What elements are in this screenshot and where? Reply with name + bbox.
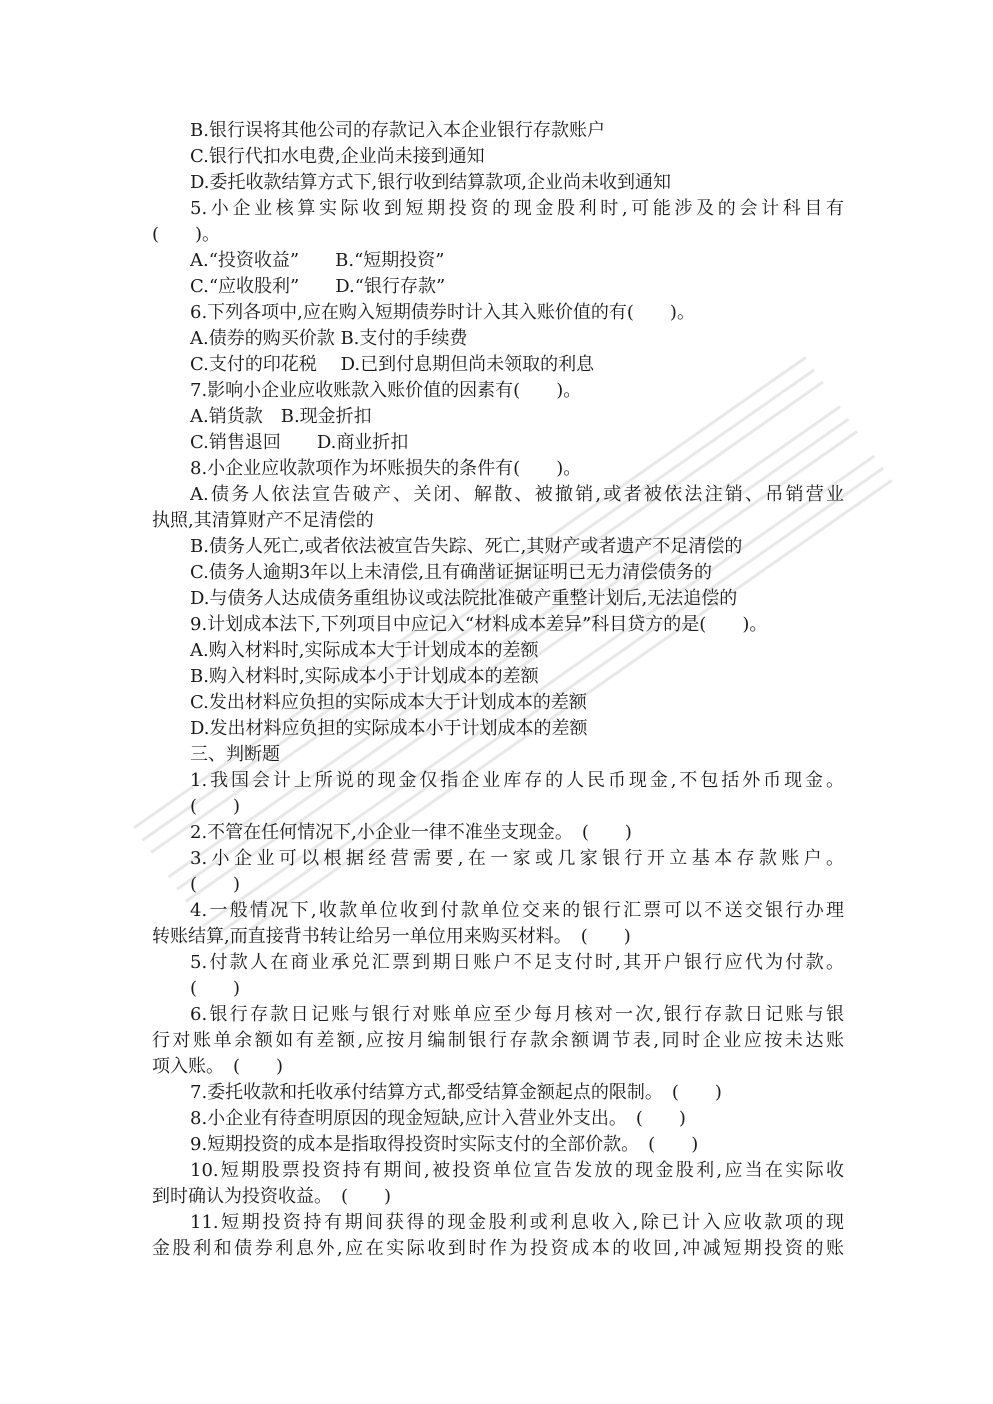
judgment-8: 8.小企业有待查明原因的现金短缺,应计入营业外支出。 ( ) xyxy=(190,1108,686,1129)
options-cd-q6: C.支付的印花税 D.已到付息期但尚未领取的利息 xyxy=(190,354,595,375)
question-7: 7.影响小企业应收账款入账价值的因素有( )。 xyxy=(190,380,582,401)
option-d-q4: D.委托收款结算方式下,银行收到结算款项,企业尚未收到通知 xyxy=(190,172,671,193)
option-c-q4: C.银行代扣水电费,企业尚未接到通知 xyxy=(190,146,485,167)
option-b-q9: B.购入材料时,实际成本小于计划成本的差额 xyxy=(190,666,539,687)
judgment-3-cont: ( ) xyxy=(190,874,241,895)
question-5-cont: ( )。 xyxy=(152,224,221,245)
judgment-5: 5.付款人在商业承兑汇票到期日账户不足支付时,其开户银行应代为付款。 xyxy=(190,952,844,973)
question-5: 5.小企业核算实际收到短期投资的现金股利时,可能涉及的会计科目有 xyxy=(190,198,844,219)
options-ab-q7: A.销货款 B.现金折扣 xyxy=(190,406,372,427)
option-d-q8: D.与债务人达成债务重组协议或法院批准破产重整计划后,无法追偿的 xyxy=(190,588,738,609)
judgment-6-cont-1: 行对账单余额如有差额,应按月编制银行存款余额调节表,同时企业应按未达账 xyxy=(152,1030,844,1051)
judgment-7: 7.委托收款和托收承付结算方式,都受结算金额起点的限制。 ( ) xyxy=(190,1082,722,1103)
judgment-10: 10.短期股票投资持有期间,被投资单位宣告发放的现金股利,应当在实际收 xyxy=(190,1160,844,1181)
judgment-9: 9.短期投资的成本是指取得投资时实际支付的全部价款。 ( ) xyxy=(190,1134,699,1155)
option-c-q8: C.债务人逾期3年以上未清偿,且有确凿证据证明已无力清偿债务的 xyxy=(190,562,713,583)
judgment-1: 1.我国会计上所说的现金仅指企业库存的人民币现金,不包括外币现金。 xyxy=(190,770,844,791)
judgment-5-cont: ( ) xyxy=(190,978,241,999)
judgment-11-cont: 金股利和债券利息外,应在实际收到时作为投资成本的收回,冲减短期投资的账 xyxy=(152,1238,844,1259)
option-a-q8: A.债务人依法宣告破产、关闭、解散、被撤销,或者被依法注销、吊销营业 xyxy=(190,484,844,505)
document-body xyxy=(152,118,844,1262)
options-cd-q5: C.“应收股利” D.“银行存款” xyxy=(190,276,446,297)
options-ab-q5: A.“投资收益” B.“短期投资” xyxy=(190,250,445,271)
question-6: 6.下列各项中,应在购入短期债券时计入其入账价值的有( )。 xyxy=(190,302,695,323)
options-ab-q6: A.债券的购买价款 B.支付的手续费 xyxy=(190,328,468,349)
judgment-2: 2.不管在任何情况下,小企业一律不准坐支现金。 ( ) xyxy=(190,822,632,843)
options-cd-q7: C.销售退回 D.商业折扣 xyxy=(190,432,409,453)
option-a-q8-cont: 执照,其清算财产不足清偿的 xyxy=(152,510,374,531)
option-d-q9: D.发出材料应负担的实际成本小于计划成本的差额 xyxy=(190,718,588,739)
question-9: 9.计划成本法下,下列项目中应记入“材料成本差异”科目贷方的是( )。 xyxy=(190,614,768,635)
judgment-6-cont-2: 项入账。 ( ) xyxy=(152,1056,284,1077)
option-a-q9: A.购入材料时,实际成本大于计划成本的差额 xyxy=(190,640,539,661)
option-b-q8: B.债务人死亡,或者依法被宣告失踪、死亡,其财产或者遗产不足清偿的 xyxy=(190,536,743,557)
option-b-q4: B.银行误将其他公司的存款记入本企业银行存款账户 xyxy=(190,120,605,141)
judgment-3: 3.小企业可以根据经营需要,在一家或几家银行开立基本存款账户。 xyxy=(190,848,844,869)
section-heading-judgment: 三、判断题 xyxy=(190,744,280,765)
judgment-4: 4.一般情况下,收款单位收到付款单位交来的银行汇票可以不送交银行办理 xyxy=(190,900,844,921)
judgment-4-cont: 转账结算,而直接背书转让给另一单位用来购买材料。 ( ) xyxy=(152,926,631,947)
judgment-6: 6.银行存款日记账与银行对账单应至少每月核对一次,银行存款日记账与银 xyxy=(190,1004,844,1025)
option-c-q9: C.发出材料应负担的实际成本大于计划成本的差额 xyxy=(190,692,587,713)
judgment-10-cont: 到时确认为投资收益。 ( ) xyxy=(152,1186,392,1207)
judgment-1-cont: ( ) xyxy=(190,796,241,817)
question-8: 8.小企业应收款项作为坏账损失的条件有( )。 xyxy=(190,458,582,479)
judgment-11: 11.短期投资持有期间获得的现金股利或利息收入,除已计入应收款项的现 xyxy=(190,1212,844,1233)
